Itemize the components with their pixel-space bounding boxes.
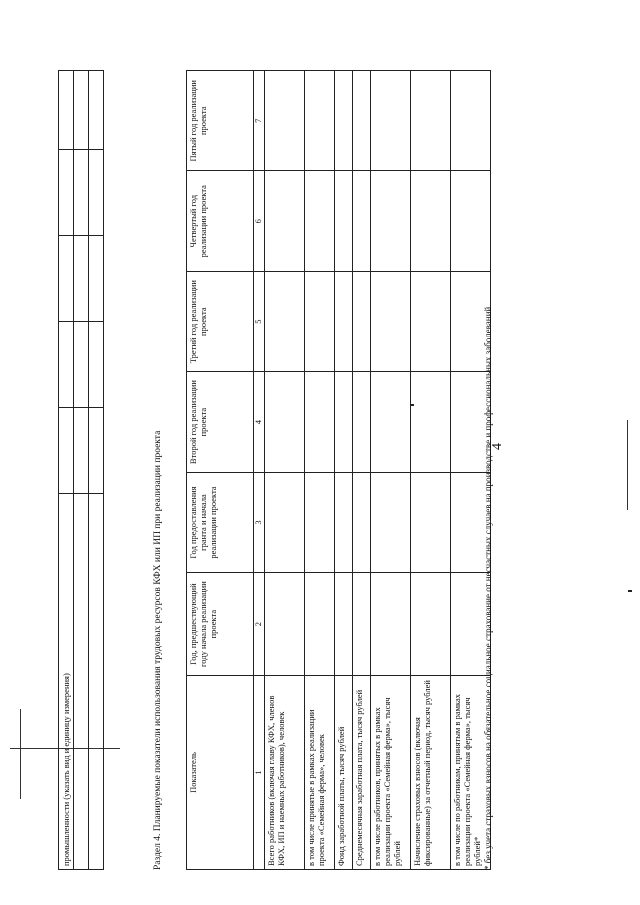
footnote: * без учета страховых взносов на обязательное социальное страхование от несчастных случаев на производстве и профессиональных заболеваний xyxy=(483,306,493,870)
data-cell xyxy=(451,71,491,172)
table-row xyxy=(335,71,353,870)
table-header-row xyxy=(187,71,254,870)
top-table-fragment xyxy=(58,70,104,870)
top-table-cell xyxy=(74,71,89,150)
data-cell xyxy=(411,71,451,172)
data-cell xyxy=(265,171,305,271)
data-cell xyxy=(335,372,353,472)
scan-mark xyxy=(628,590,632,592)
data-cell xyxy=(353,71,371,172)
table-row xyxy=(305,71,335,870)
data-cell xyxy=(451,171,491,271)
table-row xyxy=(371,71,411,870)
data-cell xyxy=(265,573,305,676)
header-year-before: Год, предшествующий году начала реализации проекта xyxy=(187,573,254,676)
header-second-year: Второй год реализации проекта xyxy=(187,372,254,472)
data-cell xyxy=(371,372,411,472)
scan-artifact-line xyxy=(627,420,628,510)
data-cell xyxy=(371,271,411,371)
row-label: Начисление страховых взносов (включая фиксированные) за отчетный период, тысяч рублей xyxy=(411,675,451,869)
header-grant-year: Год предоставления гранта и начала реализации проекта xyxy=(187,472,254,572)
top-table-cell xyxy=(89,235,104,321)
data-cell xyxy=(335,71,353,172)
data-cell xyxy=(265,271,305,371)
top-table-cell xyxy=(74,149,89,235)
row-label: Среднемесячная заработная плата, тысяч рублей xyxy=(353,675,371,869)
rotated-document-content xyxy=(58,60,548,870)
row-label: в том числе принятые в рамках реализации проекта «Семейная ферма», человек xyxy=(305,675,335,869)
data-cell xyxy=(335,171,353,271)
row-label: в том числе по работникам, принятым в рамках реализации проекта «Семейная ферма», тысяч рублей* xyxy=(451,675,491,869)
top-table-cell xyxy=(74,493,89,869)
data-cell xyxy=(265,71,305,172)
table-row xyxy=(265,71,305,870)
data-cell xyxy=(371,71,411,172)
column-number: 3 xyxy=(254,472,265,572)
column-number: 7 xyxy=(254,71,265,172)
data-cell xyxy=(371,573,411,676)
data-cell xyxy=(353,372,371,472)
top-table-cell xyxy=(59,149,74,235)
data-cell xyxy=(265,472,305,572)
column-number: 6 xyxy=(254,171,265,271)
top-table-label: промышленности (указать вид и единицу измерения) xyxy=(59,493,74,869)
data-cell xyxy=(353,472,371,572)
top-table-cell xyxy=(89,321,104,407)
top-table-cell xyxy=(59,235,74,321)
data-cell xyxy=(335,573,353,676)
data-cell xyxy=(305,71,335,172)
top-table-cell xyxy=(89,149,104,235)
data-cell xyxy=(335,271,353,371)
data-cell xyxy=(371,472,411,572)
data-cell xyxy=(335,472,353,572)
table-row xyxy=(411,71,451,870)
column-number: 1 xyxy=(254,675,265,869)
data-cell xyxy=(353,573,371,676)
header-third-year: Третий год реализации проекта xyxy=(187,271,254,371)
column-number: 4 xyxy=(254,372,265,472)
top-table-cell xyxy=(59,407,74,493)
top-table-cell xyxy=(59,71,74,150)
table-row xyxy=(353,71,371,870)
data-cell xyxy=(305,472,335,572)
scan-artifact-line xyxy=(20,709,21,799)
data-cell xyxy=(411,573,451,676)
top-table-cell xyxy=(59,321,74,407)
top-table-cell xyxy=(89,493,104,869)
data-cell xyxy=(411,372,451,472)
data-cell xyxy=(305,271,335,371)
header-fourth-year: Четвертый год реализации проекта xyxy=(187,171,254,271)
labor-resources-table xyxy=(186,70,491,870)
data-cell xyxy=(353,171,371,271)
section-title: Раздел 4. Планируемые показатели использования трудовых ресурсов КФХ или ИП при реализации проекта xyxy=(153,430,163,870)
column-number-row xyxy=(254,71,265,870)
data-cell xyxy=(305,372,335,472)
page-number: 4 xyxy=(490,443,505,450)
top-table-cell xyxy=(74,321,89,407)
data-cell xyxy=(411,472,451,572)
header-fifth-year: Пятый год реализации проекта xyxy=(187,71,254,172)
top-table-cell xyxy=(89,407,104,493)
data-cell xyxy=(305,573,335,676)
row-label: Фонд заработной платы, тысяч рублей xyxy=(335,675,353,869)
row-label: Всего работников (включая главу КФХ, членов КФХ, ИП и наемных работников), человек xyxy=(265,675,305,869)
data-cell xyxy=(371,171,411,271)
data-cell xyxy=(265,372,305,472)
column-number: 2 xyxy=(254,573,265,676)
data-cell xyxy=(411,271,451,371)
header-indicator: Показатель xyxy=(187,675,254,869)
data-cell xyxy=(305,171,335,271)
data-cell xyxy=(353,271,371,371)
top-table-cell xyxy=(74,235,89,321)
top-table-cell xyxy=(74,407,89,493)
data-cell xyxy=(411,171,451,271)
column-number: 5 xyxy=(254,271,265,371)
top-table-cell xyxy=(89,71,104,150)
row-label: в том числе работников, принятых в рамках реализации проекта «Семейная ферма», тысяч рублей xyxy=(371,675,411,869)
